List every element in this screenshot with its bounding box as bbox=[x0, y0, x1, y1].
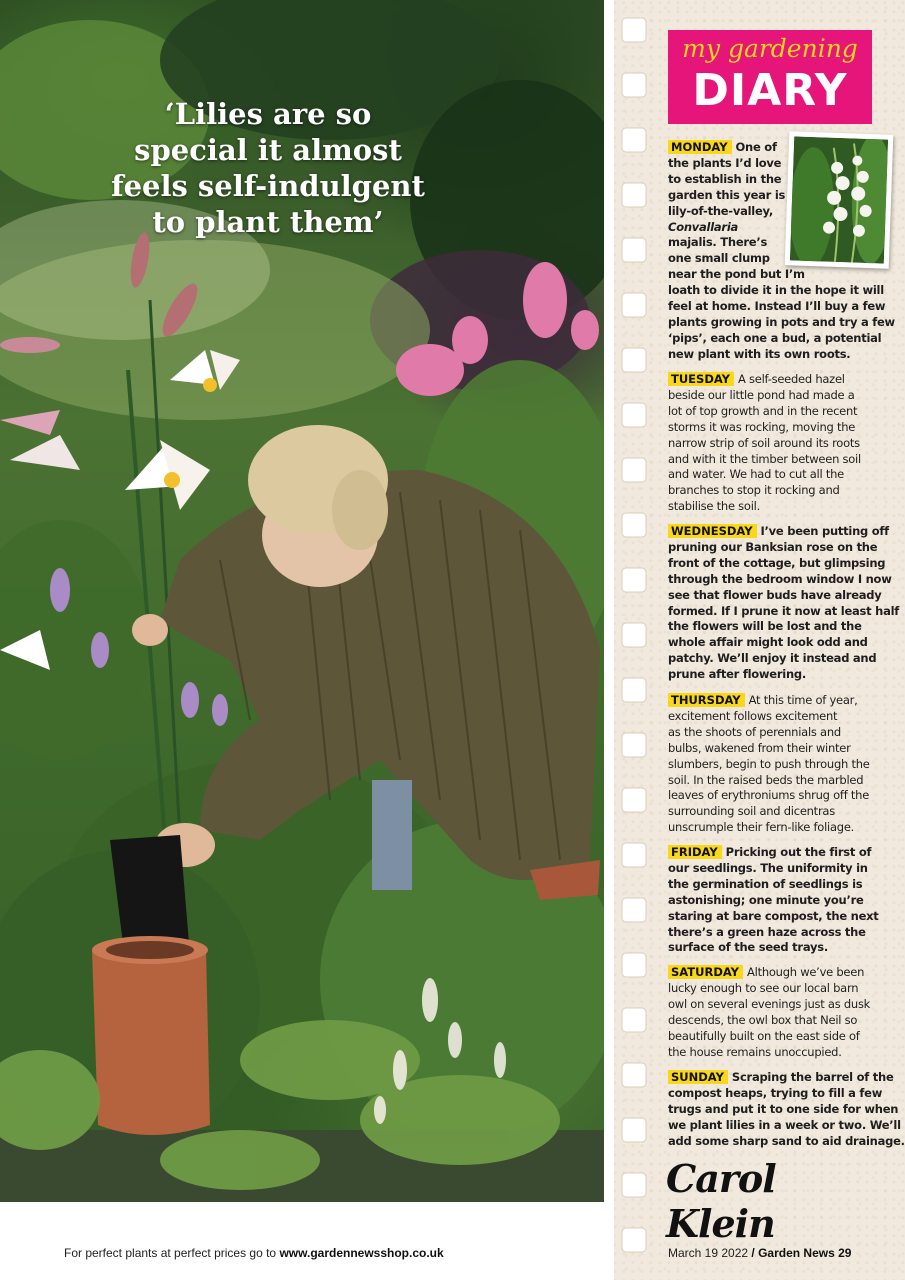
entry-sunday bbox=[668, 1070, 905, 1150]
entry-text: One of bbox=[735, 140, 777, 154]
binding-hole bbox=[622, 458, 646, 482]
pull-quote-line: to plant them’ bbox=[152, 205, 384, 239]
entry-line: majalis. There’s bbox=[668, 235, 768, 250]
day-label: SUNDAY bbox=[668, 1070, 728, 1084]
binding-hole bbox=[622, 843, 646, 867]
pull-quote-line: feels self-indulgent bbox=[111, 169, 425, 203]
entry-line: to establish in the bbox=[668, 171, 782, 186]
binding-hole bbox=[622, 183, 646, 207]
entry-line: unscrumple their fern-like foliage. bbox=[668, 820, 855, 835]
entry-line: plants growing in pots and try a few bbox=[668, 314, 895, 329]
entry-line: trugs and put it to one side for when bbox=[668, 1101, 899, 1116]
footer-date: March 19 2022 bbox=[668, 1246, 749, 1260]
binding-hole bbox=[622, 898, 646, 922]
entry-line: lot of top growth and in the recent bbox=[668, 403, 858, 418]
entry-line: surrounding soil and dicentras bbox=[668, 804, 835, 819]
entry-line: Convallaria bbox=[668, 219, 739, 234]
entry-line: loath to divide it in the hope it will bbox=[668, 283, 884, 298]
entry-line: astonishing; one minute you’re bbox=[668, 892, 864, 907]
entry-line: bulbs, wakened from their winter bbox=[668, 740, 851, 755]
pull-quote-line: ‘Lilies are so bbox=[164, 97, 372, 131]
entry-first-line bbox=[668, 524, 899, 540]
binding-hole bbox=[622, 73, 646, 97]
binding-hole bbox=[622, 623, 646, 647]
entry-line: patchy. We’ll enjoy it instead and bbox=[668, 651, 877, 666]
entry-text: At this time of year, bbox=[748, 693, 858, 707]
entry-line: ‘pips’, each one a bud, a potential bbox=[668, 330, 882, 345]
binding-hole bbox=[622, 1118, 646, 1142]
binding-hole bbox=[622, 733, 646, 757]
footer-shop-promo bbox=[64, 1246, 444, 1260]
entry-line: prune after flowering. bbox=[668, 667, 806, 682]
entry-monday bbox=[668, 140, 895, 363]
entry-line: leaves of erythroniums shrug off the bbox=[668, 788, 870, 803]
entry-line: the germination of seedlings is bbox=[668, 876, 863, 891]
entry-line: pruning our Banksian rose on the bbox=[668, 539, 878, 554]
entry-line: we plant lilies in a week or two. We’ll bbox=[668, 1117, 901, 1132]
entry-line: and water. We had to cut all the bbox=[668, 467, 844, 482]
binding-hole bbox=[622, 788, 646, 812]
entry-line: stabilise the soil. bbox=[668, 499, 761, 514]
binding-hole bbox=[622, 513, 646, 537]
binding-hole bbox=[622, 238, 646, 262]
entry-line: the house remains unoccupied. bbox=[668, 1044, 842, 1059]
entry-line: feel at home. Instead I’ll buy a few bbox=[668, 299, 886, 314]
entry-line: front of the cottage, but glimpsing bbox=[668, 555, 886, 570]
header-title: DIARY bbox=[692, 65, 848, 116]
entry-thursday bbox=[668, 693, 870, 836]
entry-line: there’s a green haze across the bbox=[668, 924, 866, 939]
binding-hole bbox=[622, 348, 646, 372]
entry-line: lucky enough to see our local barn bbox=[668, 980, 859, 995]
entry-first-line bbox=[668, 1070, 905, 1086]
entry-line: the plants I’d love bbox=[668, 155, 782, 170]
entry-line: one small clump bbox=[668, 251, 770, 266]
binding-hole bbox=[622, 403, 646, 427]
footer-folio bbox=[668, 1246, 851, 1260]
entry-first-line bbox=[668, 372, 861, 388]
entry-text: Although we’ve been bbox=[747, 965, 865, 979]
entry-line: slumbers, begin to push through the bbox=[668, 756, 870, 771]
entry-text: Pricking out the first of bbox=[725, 845, 872, 859]
entry-line: new plant with its own roots. bbox=[668, 346, 851, 361]
entry-line: beside our little pond had made a bbox=[668, 387, 855, 402]
entry-text: A self-seeded hazel bbox=[738, 372, 845, 386]
author-signature: Carol Klein bbox=[666, 1156, 776, 1246]
entry-line: descends, the owl box that Neil so bbox=[668, 1012, 858, 1027]
entry-first-line bbox=[668, 140, 895, 156]
entry-wednesday bbox=[668, 524, 899, 683]
footer-separator: / bbox=[748, 1246, 759, 1260]
entry-line: see that flower buds have already bbox=[668, 587, 882, 602]
entry-line: garden this year is bbox=[668, 187, 786, 202]
entry-first-line bbox=[668, 845, 879, 861]
entry-line: excitement follows excitement bbox=[668, 708, 838, 723]
entry-line: through the bedroom window I now bbox=[668, 571, 892, 586]
footer-page-number: 29 bbox=[838, 1246, 852, 1260]
binding-hole bbox=[622, 18, 646, 42]
footer-shop-link[interactable]: www.gardennewsshop.co.uk bbox=[279, 1246, 444, 1260]
binding-hole bbox=[622, 568, 646, 592]
entry-tuesday bbox=[668, 372, 861, 515]
entry-line: as the shoots of perennials and bbox=[668, 724, 841, 739]
entry-line: lily-of-the-valley, bbox=[668, 203, 773, 218]
footer-publication: Garden News bbox=[758, 1246, 835, 1260]
entry-line: add some sharp sand to aid drainage. bbox=[668, 1133, 905, 1148]
entry-friday bbox=[668, 845, 879, 956]
binding-hole bbox=[622, 1063, 646, 1087]
day-label: MONDAY bbox=[668, 140, 732, 154]
entry-line: formed. If I prune it now at least half bbox=[668, 603, 900, 618]
pull-quote-line: special it almost bbox=[134, 133, 402, 167]
footer-promo-text: For perfect plants at perfect prices go to bbox=[64, 1246, 280, 1260]
binding-hole bbox=[622, 1228, 646, 1252]
entry-saturday bbox=[668, 965, 870, 1060]
entry-text: I’ve been putting off bbox=[760, 524, 889, 538]
binding-hole bbox=[622, 128, 646, 152]
entry-line: the flowers will be lost and the bbox=[668, 619, 862, 634]
entry-line: and with it the timber between soil bbox=[668, 451, 861, 466]
entry-line: owl on several evenings just as dusk bbox=[668, 996, 871, 1011]
diary-header bbox=[668, 30, 872, 124]
binding-hole bbox=[622, 1008, 646, 1032]
notebook-binding bbox=[604, 0, 656, 1280]
entry-first-line bbox=[668, 693, 870, 709]
entry-line: branches to stop it rocking and bbox=[668, 483, 840, 498]
day-label: FRIDAY bbox=[668, 845, 722, 859]
day-label: THURSDAY bbox=[668, 693, 745, 707]
entry-line: storms it was rocking, moving the bbox=[668, 419, 856, 434]
day-label: WEDNESDAY bbox=[668, 524, 757, 538]
entry-line: narrow strip of soil around its roots bbox=[668, 435, 860, 450]
entry-line: staring at bare compost, the next bbox=[668, 908, 879, 923]
header-subtitle: my gardening bbox=[682, 34, 858, 63]
binding-hole bbox=[622, 293, 646, 317]
entry-first-line bbox=[668, 965, 870, 981]
entry-line: near the pond but I’m bbox=[668, 267, 805, 282]
binding-hole bbox=[622, 678, 646, 702]
entry-line: surface of the seed trays. bbox=[668, 940, 828, 955]
day-label: SATURDAY bbox=[668, 965, 743, 979]
entry-line: soil. In the raised beds the marbled bbox=[668, 772, 864, 787]
entry-line: whole affair might look odd and bbox=[668, 635, 868, 650]
day-label: TUESDAY bbox=[668, 372, 734, 386]
binding-hole bbox=[622, 1173, 646, 1197]
pull-quote bbox=[98, 96, 438, 240]
entry-line: compost heaps, trying to fill a few bbox=[668, 1085, 883, 1100]
entry-line: beautifully built on the east side of bbox=[668, 1028, 860, 1043]
binding-hole bbox=[622, 953, 646, 977]
entry-line: our seedlings. The uniformity in bbox=[668, 860, 868, 875]
entry-text: Scraping the barrel of the bbox=[731, 1070, 894, 1084]
